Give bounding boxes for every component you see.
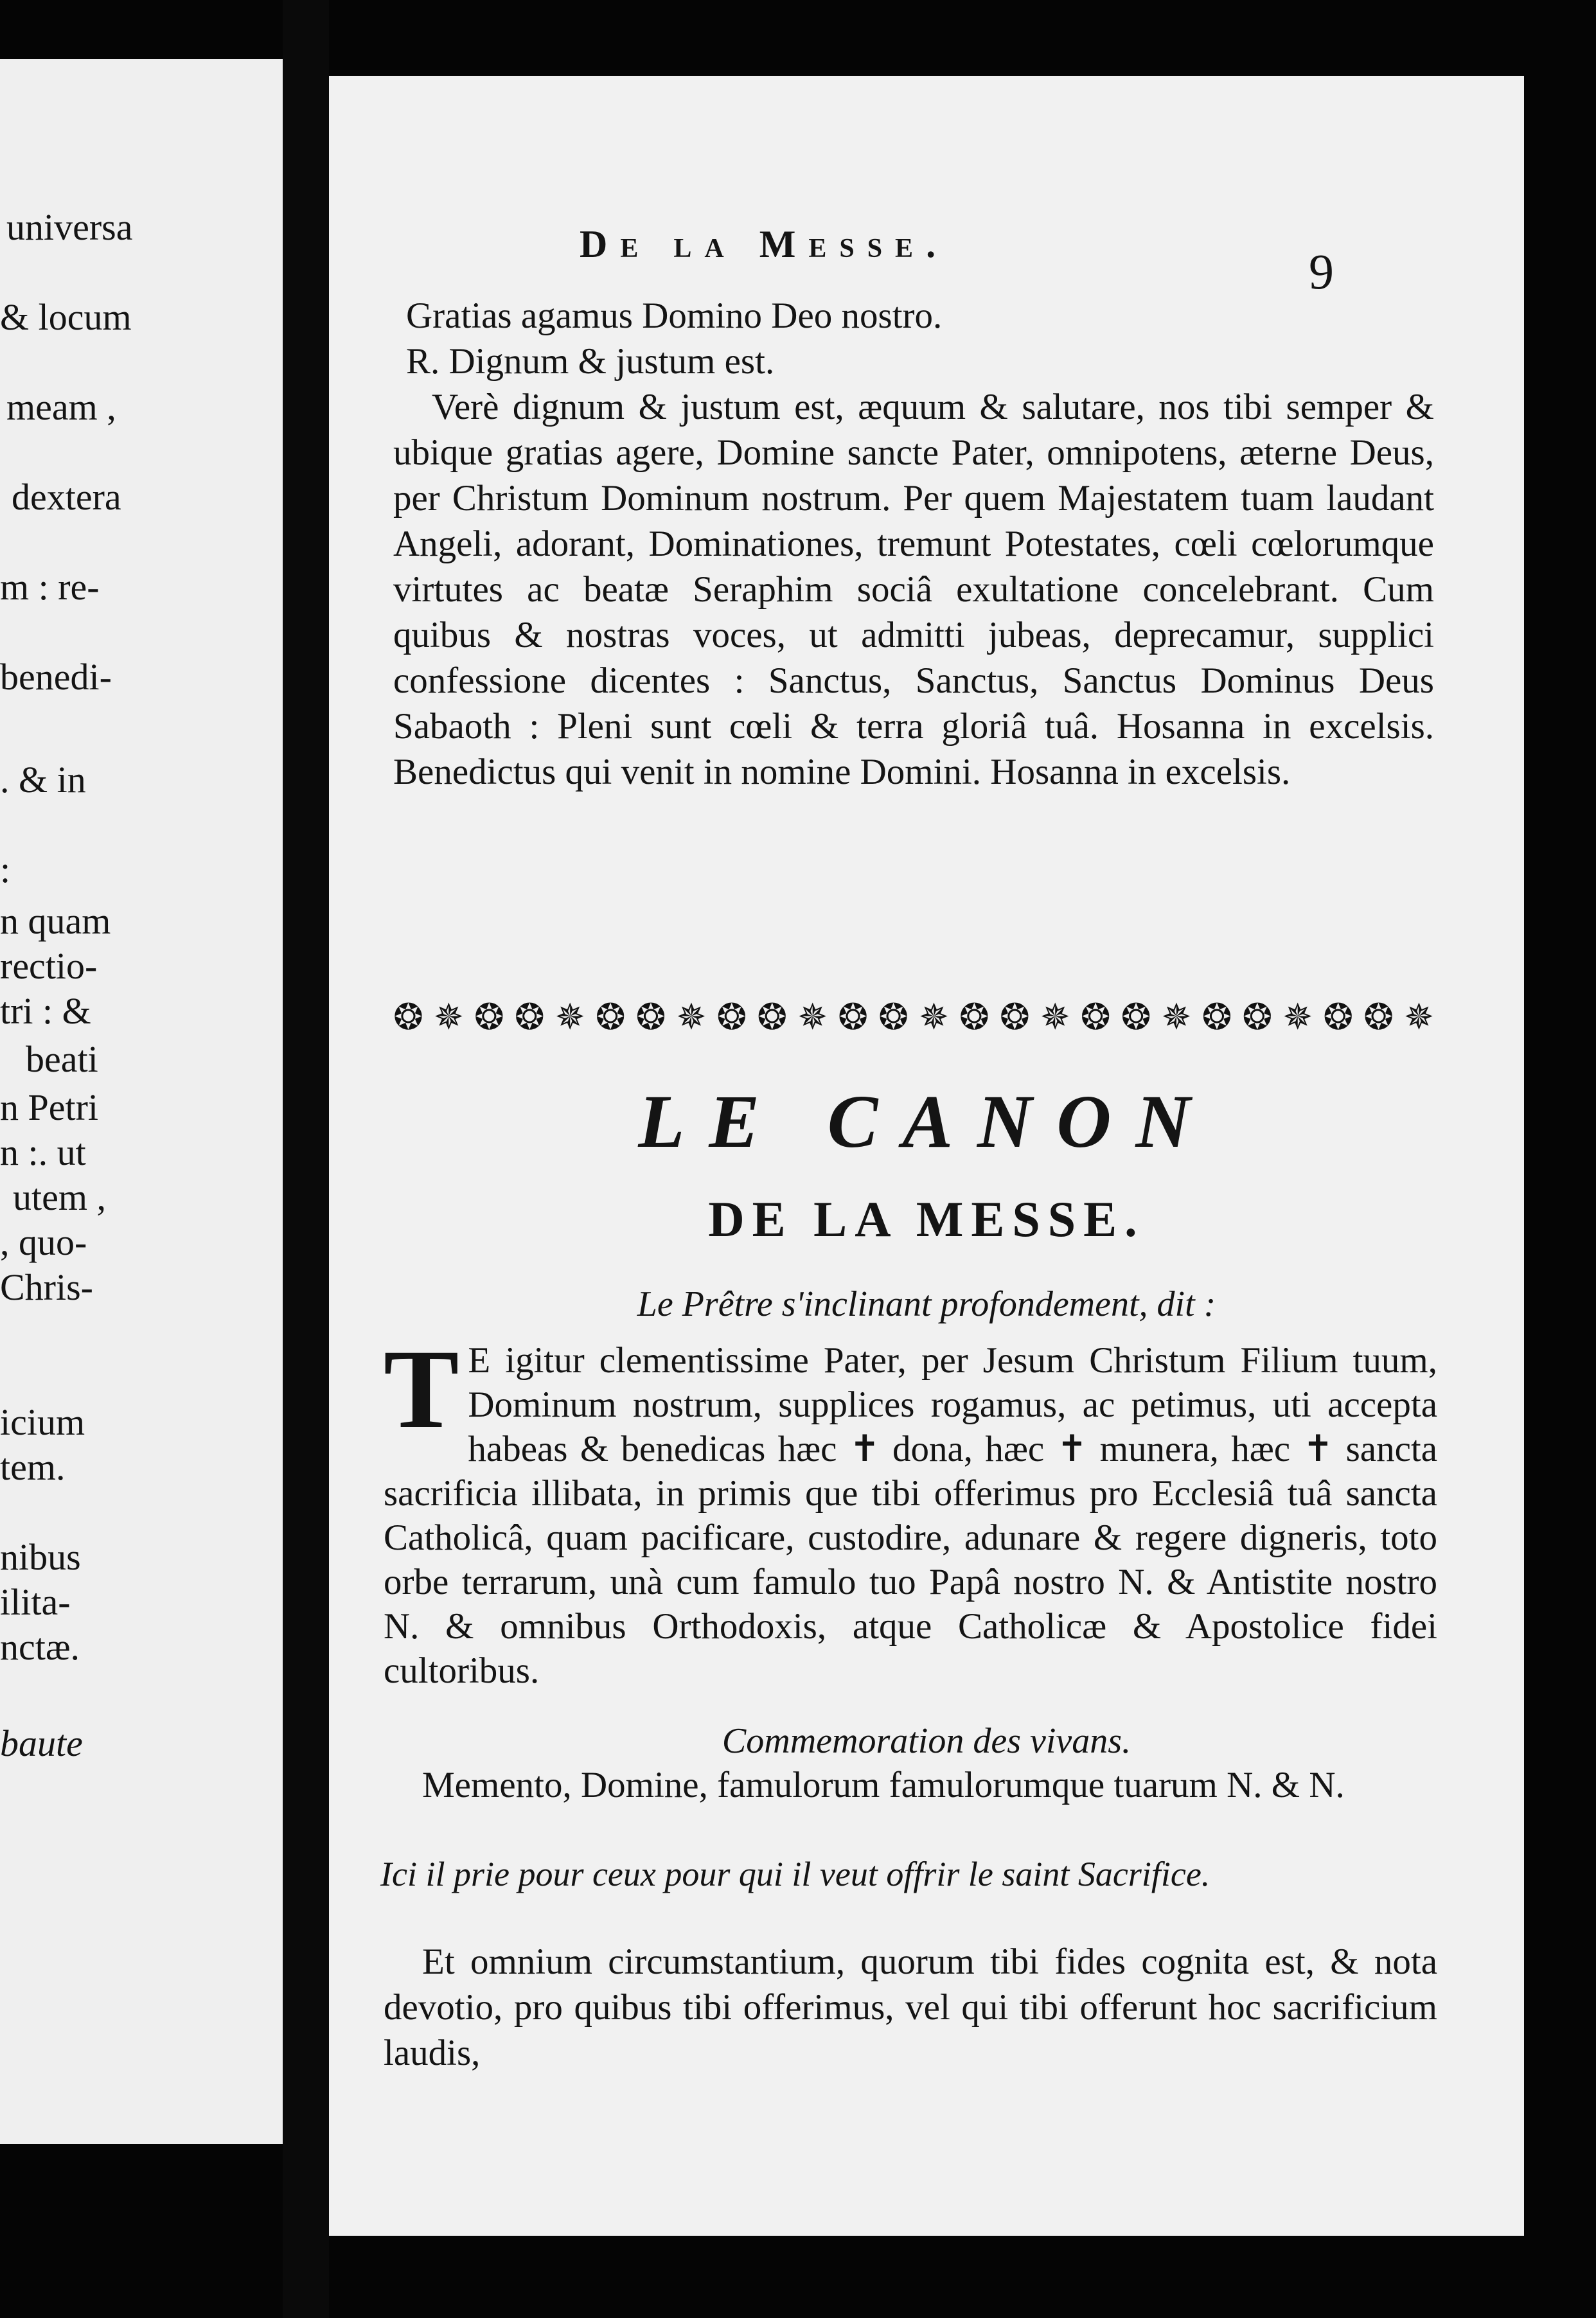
left-page-line: ilita- [0,1581,71,1623]
canon-title: LE CANON [638,1079,1215,1163]
left-page-line: , quo- [0,1221,87,1263]
left-page-line: universa [6,206,133,248]
left-page [0,59,283,2144]
ornament-glyph: ✵ [797,996,828,1038]
left-page-line: baute [0,1722,83,1764]
ornament-glyph: ✵ [1404,996,1434,1038]
book-gutter [283,0,329,2318]
left-page-line: : [0,849,11,890]
left-page-line: nibus [0,1536,81,1578]
left-page-line: utem , [13,1176,106,1218]
running-head: De la Messe. [580,223,949,265]
et-omnium-text: Et omnium circumstantium, quorum tibi fides cognita est, & nota devotio, pro quibus tibi offerimus, vel qui tibi offerunt hoc sacrificium laudis, [384,1942,1437,2073]
drop-cap: T [384,1327,459,1452]
ornament-glyph: ❂ [1363,996,1394,1038]
ornament-glyph: ❂ [1201,996,1232,1038]
ornament-glyph: ❂ [757,996,788,1038]
preface-paragraph: Verè dignum & justum est, æquum & salutare, nos tibi semper & ubique gratias agere, Domine sancte Pater, omnipotens, æterne Deus, per Christum Dominum nostrum. Per quem Majestatem tuam laudant Angeli, adorant, Dominationes, tremunt Potestates, cœli cœlorumque virtutes ac beatæ Seraphim sociâ exultatione concelebrant. Cum quibus & nostras voces, ut admitti jubeas, deprecamur, supplici confessione dicentes : Sanctus, Sanctus, Sanctus Dominus Deus Sabaoth : Pleni sunt cœli & terra gloriâ tuâ. Hosanna in excelsis. Benedictus qui venit in nomine Domini. Hosanna in excelsis. [393,387,1434,792]
ornament-glyph: ❂ [514,996,545,1038]
preface-line-2: R. Dignum & justum est. [406,341,775,382]
ornament-glyph: ❂ [595,996,626,1038]
preface-line-1: Gratias agamus Domino Deo nostro. [406,296,943,336]
ornament-glyph: ❂ [1323,996,1354,1038]
left-page-line: icium [0,1401,85,1443]
left-page-line: Chris- [0,1266,93,1308]
ornament-glyph: ✵ [433,996,464,1038]
right-page [329,76,1524,2236]
left-page-line: benedi- [0,656,112,698]
left-page-line: nctæ. [0,1626,80,1668]
te-igitur-paragraph [384,1327,1437,1693]
et-omnium-paragraph [384,1939,1437,2076]
ornament-glyph: ✵ [1040,996,1070,1038]
ornament-glyph: ✵ [1282,996,1313,1038]
ornament-glyph: ✵ [554,996,585,1038]
ornament-glyph: ❂ [474,996,504,1038]
left-page-line: tem. [0,1446,66,1488]
ornament-glyph: ❂ [716,996,747,1038]
left-page-line: rectio- [0,945,98,987]
rubric-prie: Ici il prie pour ceux pour qui il veut offrir le saint Sacrifice. [380,1855,1210,1893]
te-igitur-text: E igitur clementissime Pater, per Jesum Christum Filium tuum, Dominum nostrum, supplices rogamus, ac petimus, uti accepta habeas & benedicas hæc ✝ dona, hæc ✝ munera, hæc ✝ sancta sacrificia illibata, in primis que tibi offerimus pro Ecclesiâ tuâ sancta Catholicâ, quam pacificare, custodire, adunare & regere digneris, toto orbe terrarum, unà cum famulo tuo Papâ nostro N. & Antistite nostro N. & omnibus Orthodoxis, atque Catholicæ & Apostolice fidei cultoribus. [384,1340,1437,1691]
preface-text [393,293,1434,795]
left-page-line: & locum [0,296,132,338]
left-page-line: n quam [0,900,111,942]
memento-paragraph [384,1762,1437,1808]
canon-subtitle: DE LA MESSE. [708,1191,1145,1247]
rubric-commemoration: Commemoration des vivans. [722,1721,1131,1761]
ornament-glyph: ❂ [635,996,666,1038]
ornament-glyph: ❂ [838,996,869,1038]
left-page-line: meam , [6,386,116,428]
left-page-line: beati [26,1038,98,1080]
ornament-glyph: ❂ [1242,996,1273,1038]
ornament-glyph: ✵ [676,996,707,1038]
left-page-line: n :. ut [0,1131,86,1173]
left-page-line: m : re- [0,566,100,608]
left-page-line: n Petri [0,1086,99,1128]
ornament-glyph: ❂ [1080,996,1111,1038]
ornament-glyph: ✵ [1161,996,1192,1038]
ornament-glyph: ❂ [393,996,423,1038]
left-page-line: tri : & [0,990,91,1032]
ornament-divider [393,995,1434,1040]
rubric-inclinant: Le Prêtre s'inclinant profondement, dit : [637,1284,1216,1324]
ornament-glyph: ❂ [999,996,1030,1038]
ornament-glyph: ❂ [1121,996,1151,1038]
memento-text: Memento, Domine, famulorum famulorumque tuarum N. & N. [422,1765,1345,1805]
ornament-glyph: ❂ [878,996,909,1038]
left-page-line: dextera [12,476,121,518]
ornament-glyph: ✵ [918,996,949,1038]
page-number: 9 [1309,243,1334,299]
ornament-glyph: ❂ [959,996,989,1038]
left-page-line: . & in [0,759,86,801]
